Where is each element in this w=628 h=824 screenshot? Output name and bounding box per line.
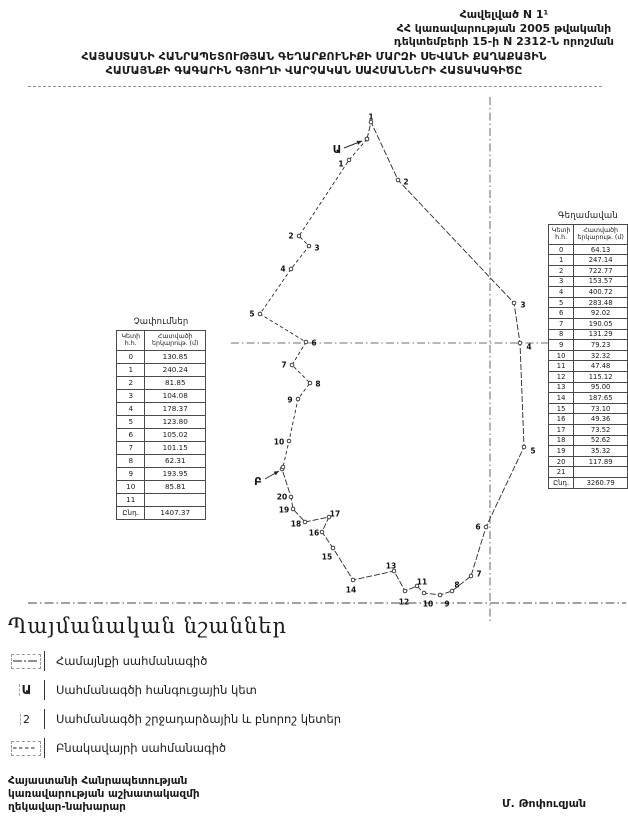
segment-length-cell: 105.02 bbox=[145, 428, 206, 441]
table-row bbox=[549, 350, 628, 361]
point-number-cell: 0 bbox=[549, 244, 574, 255]
segment-length-cell: 187.65 bbox=[574, 393, 628, 404]
signature-name: Մ. Թոփուզյան bbox=[502, 797, 587, 810]
point-number-cell: 19 bbox=[549, 446, 574, 457]
table-row bbox=[117, 493, 206, 506]
point-number-cell: 4 bbox=[549, 287, 574, 298]
table-row bbox=[117, 480, 206, 493]
settlement-point-marker bbox=[308, 381, 312, 385]
settlement-point-label: 1 bbox=[338, 159, 344, 169]
settlement-point-label: 3 bbox=[314, 243, 320, 253]
settlement-point-label: 10 bbox=[273, 437, 285, 447]
segment-length-cell: 178.37 bbox=[145, 402, 206, 415]
segment-length-cell: 400.72 bbox=[574, 287, 628, 298]
point-number-cell: 9 bbox=[549, 340, 574, 351]
legend-item-community-boundary bbox=[8, 651, 341, 671]
point-number-cell: 21 bbox=[549, 467, 574, 478]
junction-point-icon: Ա bbox=[19, 684, 34, 696]
point-number-cell: 7 bbox=[549, 319, 574, 330]
segment-length-cell: 62.31 bbox=[145, 454, 206, 467]
table-row bbox=[549, 393, 628, 404]
segment-length-cell: 131.29 bbox=[574, 329, 628, 340]
signer-line: ղեկավար-նախարար bbox=[8, 801, 126, 813]
community-point-label: 8 bbox=[454, 580, 460, 590]
junction-label: Ա bbox=[332, 144, 342, 156]
community-point-marker bbox=[450, 589, 454, 593]
table-row bbox=[549, 446, 628, 457]
community-point-label: 15 bbox=[321, 552, 333, 562]
point-number-cell: 10 bbox=[117, 480, 145, 493]
point-number-cell: 6 bbox=[549, 308, 574, 319]
point-number-cell: 1 bbox=[117, 363, 145, 376]
segment-length-cell: 32.32 bbox=[574, 350, 628, 361]
segment-length-cell: 193.95 bbox=[145, 467, 206, 480]
community-point-marker bbox=[291, 507, 295, 511]
settlement-point-marker bbox=[365, 137, 369, 141]
segment-length-cell: 283.48 bbox=[574, 297, 628, 308]
community-point-marker bbox=[351, 578, 355, 582]
legend-label: Սահմանագծի հանգուցային կետ bbox=[56, 683, 257, 697]
community-point-marker bbox=[518, 341, 522, 345]
community-point-label: 10 bbox=[422, 599, 434, 609]
community-point-label: 19 bbox=[278, 505, 290, 515]
legend bbox=[8, 614, 341, 767]
segment-length-cell: 153.57 bbox=[574, 276, 628, 287]
community-measurements-table bbox=[548, 211, 628, 489]
point-number-cell: 2 bbox=[549, 266, 574, 277]
point-number-cell: 14 bbox=[549, 393, 574, 404]
table-row bbox=[549, 255, 628, 266]
community-point-label: 2 bbox=[403, 177, 409, 187]
segment-length-cell: 95.00 bbox=[574, 382, 628, 393]
point-number-cell: 18 bbox=[549, 435, 574, 446]
page-title bbox=[0, 50, 628, 78]
settlement-point-marker bbox=[289, 267, 293, 271]
table-row bbox=[549, 308, 628, 319]
community-point-marker bbox=[396, 178, 400, 182]
table-row bbox=[117, 428, 206, 441]
signer-line: կառավարության աշխատակազմի bbox=[8, 788, 200, 800]
settlement-col-point: Կետի հ.հ. bbox=[117, 331, 145, 351]
community-point-marker bbox=[484, 525, 488, 529]
table-row bbox=[117, 467, 206, 480]
appendix-header bbox=[394, 8, 614, 49]
appendix-gov-line: ՀՀ կառավարության 2005 թվականի bbox=[396, 21, 612, 35]
segment-length-cell: 190.05 bbox=[574, 319, 628, 330]
table-total-row bbox=[549, 477, 628, 488]
community-point-marker bbox=[303, 520, 307, 524]
segment-length-cell bbox=[145, 493, 206, 506]
junction-label: Բ bbox=[254, 476, 262, 488]
settlement-boundary-line-icon bbox=[11, 741, 41, 756]
community-point-marker bbox=[469, 574, 473, 578]
segment-length-cell: 35.32 bbox=[574, 446, 628, 457]
point-number-cell: 2 bbox=[117, 376, 145, 389]
community-point-label: 13 bbox=[385, 561, 397, 571]
settlement-point-marker bbox=[304, 340, 308, 344]
table-row bbox=[549, 319, 628, 330]
community-point-marker bbox=[422, 591, 426, 595]
community-point-marker bbox=[438, 593, 442, 597]
table-row bbox=[549, 361, 628, 372]
table-row bbox=[117, 441, 206, 454]
community-point-label: 11 bbox=[416, 577, 428, 587]
legend-label: Բնակավայրի սահմանագիծ bbox=[56, 741, 227, 755]
table-row bbox=[117, 363, 206, 376]
point-number-cell: 11 bbox=[117, 493, 145, 506]
community-point-marker bbox=[320, 530, 324, 534]
point-number-cell: 20 bbox=[549, 456, 574, 467]
settlement-table-title: Չափումներ bbox=[133, 317, 189, 327]
community-point-marker bbox=[289, 495, 293, 499]
total-label: Ընդ. bbox=[117, 506, 145, 519]
signer-position-block bbox=[8, 775, 200, 814]
signer-line: Հայաստանի Հանրապետության bbox=[8, 775, 188, 787]
point-number-cell: 6 bbox=[117, 428, 145, 441]
settlement-point-marker bbox=[287, 439, 291, 443]
point-number-cell: 9 bbox=[117, 467, 145, 480]
segment-length-cell: 104.08 bbox=[145, 389, 206, 402]
segment-length-cell: 52.62 bbox=[574, 435, 628, 446]
segment-length-cell: 92.02 bbox=[574, 308, 628, 319]
point-number-cell: 16 bbox=[549, 414, 574, 425]
point-number-cell: 3 bbox=[549, 276, 574, 287]
community-point-label: 16 bbox=[308, 528, 320, 538]
table-row bbox=[117, 402, 206, 415]
table-total-row bbox=[117, 506, 206, 519]
table-row bbox=[117, 454, 206, 467]
settlement-point-marker bbox=[347, 158, 351, 162]
table-row bbox=[549, 340, 628, 351]
community-point-label: 12 bbox=[398, 597, 410, 607]
settlement-point-label: 5 bbox=[249, 309, 255, 319]
junction-arrowhead bbox=[357, 141, 362, 145]
settlement-table-body bbox=[117, 350, 206, 519]
appendix-decision-line: դեկտեմբերի 15-ի N 2312-Ն որոշման bbox=[393, 35, 614, 48]
page-title-line2: ՀԱՄԱՅՆՔԻ ԳԱԳԱՐԻՆ ԳՅՈՒՂԻ ՎԱՐՉԱԿԱՆ ՍԱՀՄԱՆՆԵՐԻ ՀԱՏԱԿԱԳԻԾԸ bbox=[105, 64, 523, 77]
legend-item-turning-point bbox=[8, 709, 341, 729]
settlement-point-label: 4 bbox=[280, 264, 286, 274]
segment-length-cell: 115.12 bbox=[574, 371, 628, 382]
segment-length-cell: 64.13 bbox=[574, 244, 628, 255]
community-point-label: 20 bbox=[276, 492, 288, 502]
table-row bbox=[117, 376, 206, 389]
community-table-title: Գեղամավան bbox=[558, 211, 618, 221]
segment-length-cell: 117.89 bbox=[574, 456, 628, 467]
segment-length-cell: 247.14 bbox=[574, 255, 628, 266]
table-row bbox=[549, 287, 628, 298]
community-col-length: Հատվածի երկարութ. (մ) bbox=[574, 225, 628, 245]
settlement-col-length: Հատվածի երկարութ. (մ) bbox=[145, 331, 206, 351]
settlement-boundary-path bbox=[260, 139, 367, 467]
total-value: 1407.37 bbox=[145, 506, 206, 519]
settlement-point-marker bbox=[297, 234, 301, 238]
table-row bbox=[549, 467, 628, 478]
community-point-label: 7 bbox=[476, 569, 482, 579]
point-number-cell: 1 bbox=[549, 255, 574, 266]
point-number-cell: 8 bbox=[117, 454, 145, 467]
community-boundary-line-icon bbox=[11, 654, 41, 669]
community-point-marker bbox=[522, 445, 526, 449]
segment-length-cell: 79.23 bbox=[574, 340, 628, 351]
table-row bbox=[117, 389, 206, 402]
table-row bbox=[549, 435, 628, 446]
settlement-point-marker bbox=[281, 465, 285, 469]
segment-length-cell: 101.15 bbox=[145, 441, 206, 454]
table-row bbox=[549, 414, 628, 425]
appendix-number: Հավելված N 1¹ bbox=[459, 8, 549, 21]
segment-length-cell: 73.52 bbox=[574, 424, 628, 435]
community-point-marker bbox=[403, 589, 407, 593]
table-row bbox=[549, 424, 628, 435]
community-point-label: 1 bbox=[368, 112, 374, 122]
point-number-cell: 8 bbox=[549, 329, 574, 340]
segment-length-cell: 73.10 bbox=[574, 403, 628, 414]
turning-point-icon: 2 bbox=[20, 714, 32, 725]
settlement-point-label: 2 bbox=[288, 231, 294, 241]
segment-length-cell: 130.85 bbox=[145, 350, 206, 363]
table-row bbox=[117, 415, 206, 428]
settlement-point-marker bbox=[296, 397, 300, 401]
table-row bbox=[549, 266, 628, 277]
total-value: 3260.79 bbox=[574, 477, 628, 488]
segment-length-cell: 81.85 bbox=[145, 376, 206, 389]
point-number-cell: 11 bbox=[549, 361, 574, 372]
segment-length-cell: 47.48 bbox=[574, 361, 628, 372]
community-point-label: 17 bbox=[329, 509, 341, 519]
point-number-cell: 13 bbox=[549, 382, 574, 393]
community-point-label: 9 bbox=[444, 599, 450, 609]
settlement-point-marker bbox=[290, 363, 294, 367]
segment-length-cell: 722.77 bbox=[574, 266, 628, 277]
community-point-label: 5 bbox=[530, 446, 536, 456]
settlement-point-marker bbox=[258, 312, 262, 316]
community-point-label: 4 bbox=[526, 342, 532, 352]
segment-length-cell: 85.81 bbox=[145, 480, 206, 493]
legend-item-settlement-boundary bbox=[8, 738, 341, 758]
point-number-cell: 12 bbox=[549, 371, 574, 382]
community-point-label: 18 bbox=[290, 519, 302, 529]
point-number-cell: 0 bbox=[117, 350, 145, 363]
table-row bbox=[117, 350, 206, 363]
point-number-cell: 4 bbox=[117, 402, 145, 415]
legend-item-junction-point bbox=[8, 680, 341, 700]
table-row bbox=[549, 329, 628, 340]
table-row bbox=[549, 371, 628, 382]
community-boundary-path bbox=[282, 122, 524, 595]
community-col-point: Կետի հ.հ. bbox=[549, 225, 574, 245]
legend-title: Պայմանական նշաններ bbox=[8, 614, 288, 638]
community-point-marker bbox=[331, 546, 335, 550]
segment-length-cell: 240.24 bbox=[145, 363, 206, 376]
point-number-cell: 5 bbox=[549, 297, 574, 308]
table-row bbox=[549, 297, 628, 308]
page-title-line1: ՀԱՅԱՍՏԱՆԻ ՀԱՆՐԱՊԵՏՈՒԹՅԱՆ ԳԵՂԱՐՔՈՒՆԻՔԻ ՄԱՐԶԻ ՍԵՎԱՆԻ ՔԱՂԱՔԱՅԻՆ bbox=[81, 50, 547, 63]
settlement-point-label: 7 bbox=[281, 360, 287, 370]
point-number-cell: 17 bbox=[549, 424, 574, 435]
table-row bbox=[549, 456, 628, 467]
settlement-measurements-table bbox=[116, 317, 206, 520]
segment-length-cell bbox=[574, 467, 628, 478]
community-table-body bbox=[549, 244, 628, 488]
settlement-point-marker bbox=[307, 244, 311, 248]
settlement-point-label: 9 bbox=[287, 395, 293, 405]
community-point-marker bbox=[512, 301, 516, 305]
point-number-cell: 15 bbox=[549, 403, 574, 414]
table-row bbox=[549, 244, 628, 255]
table-row bbox=[549, 403, 628, 414]
point-number-cell: 10 bbox=[549, 350, 574, 361]
point-number-cell: 5 bbox=[117, 415, 145, 428]
legend-label: Համայնքի սահմանագիծ bbox=[56, 654, 208, 668]
community-point-label: 14 bbox=[345, 585, 357, 595]
settlement-point-label: 6 bbox=[311, 338, 317, 348]
community-point-label: 6 bbox=[475, 522, 481, 532]
point-number-cell: 3 bbox=[117, 389, 145, 402]
legend-label: Սահմանագծի շրջադարձային և բնորոշ կետեր bbox=[56, 712, 342, 726]
total-label: Ընդ. bbox=[549, 477, 574, 488]
segment-length-cell: 49.36 bbox=[574, 414, 628, 425]
settlement-point-label: 8 bbox=[315, 379, 321, 389]
point-number-cell: 7 bbox=[117, 441, 145, 454]
table-row bbox=[549, 382, 628, 393]
segment-length-cell: 123.80 bbox=[145, 415, 206, 428]
community-point-label: 3 bbox=[520, 300, 526, 310]
table-row bbox=[549, 276, 628, 287]
